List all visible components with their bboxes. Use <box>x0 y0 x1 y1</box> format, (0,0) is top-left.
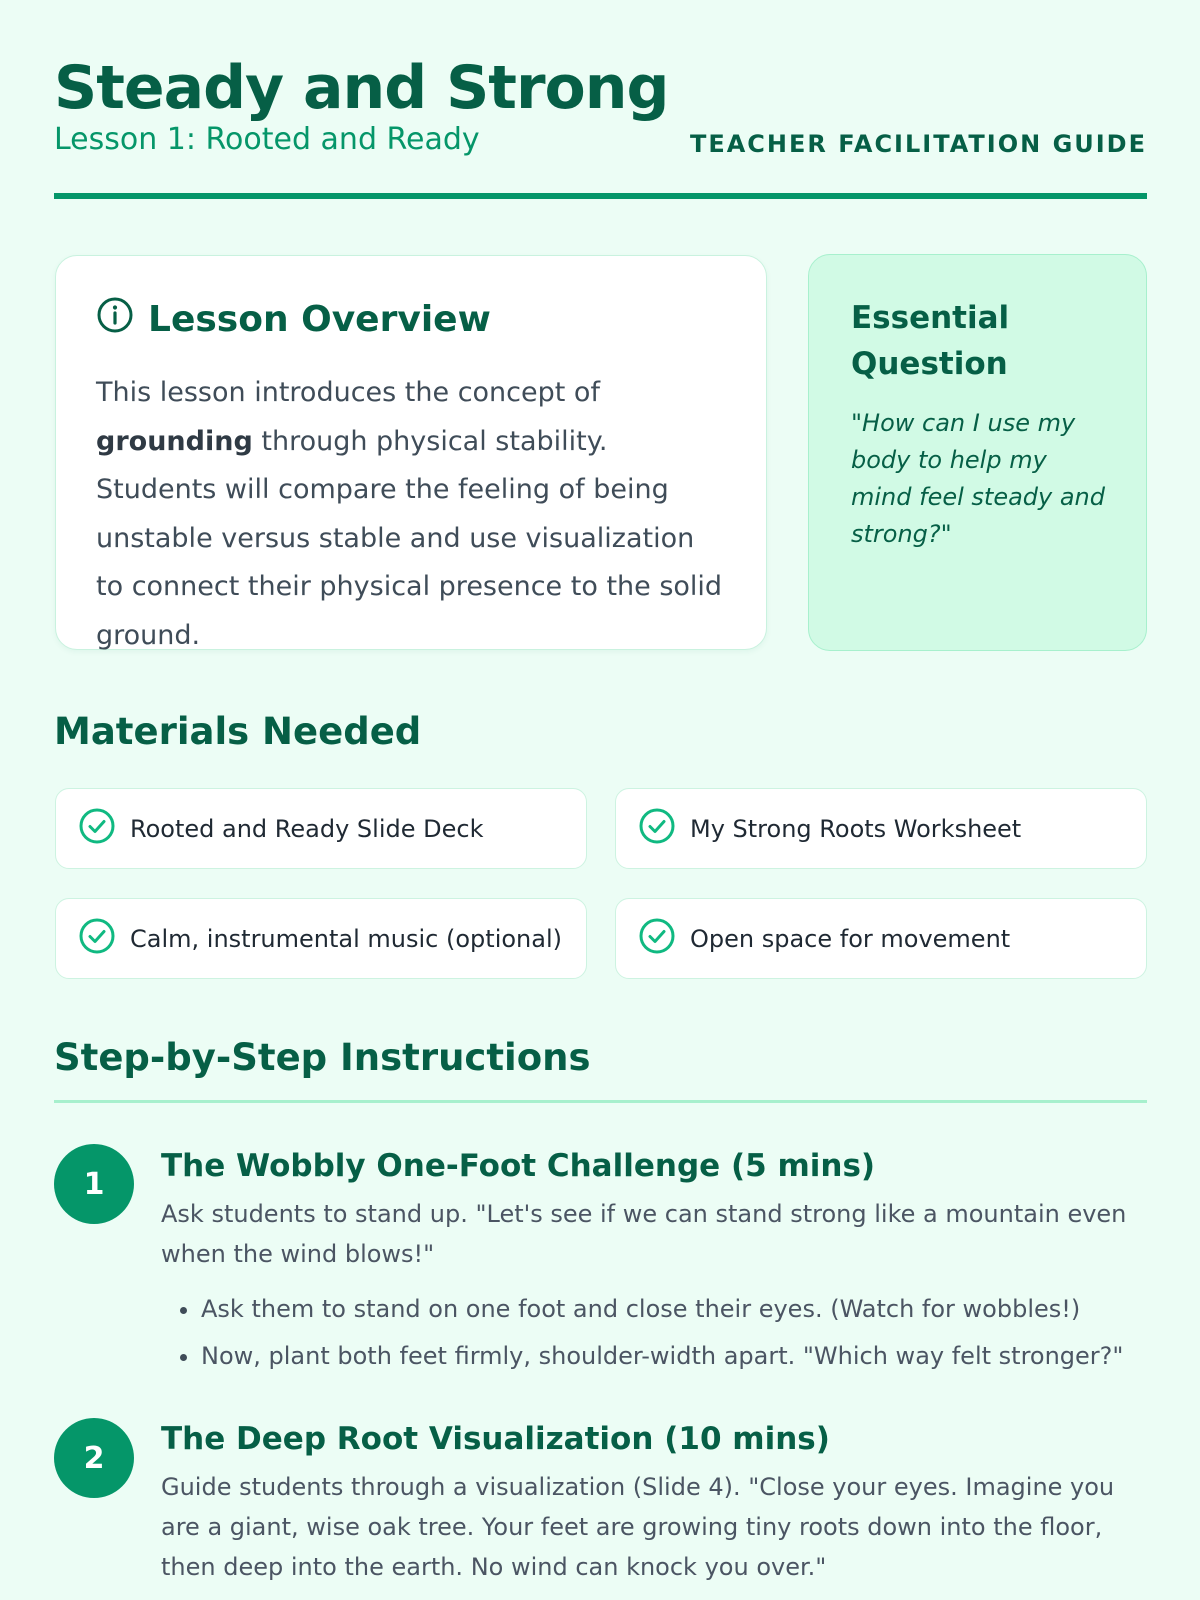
check-circle-icon <box>78 917 116 961</box>
material-item <box>55 788 587 869</box>
check-circle-icon <box>638 917 676 961</box>
material-item <box>55 898 587 979</box>
material-label: Open space for movement <box>690 924 1011 953</box>
step-title: The Deep Root Visualization (10 mins) <box>161 1421 830 1457</box>
page-title: Steady and Strong <box>54 53 669 123</box>
overview-heading <box>96 296 726 343</box>
material-item <box>615 898 1147 979</box>
step-number-badge: 1 <box>54 1144 134 1224</box>
page-header <box>54 52 1147 158</box>
step-title: The Wobbly One-Foot Challenge (5 mins) <box>161 1148 876 1184</box>
overview-body-rest: through physical stability. Students will compare the feeling of being unstable versus stable and use visualization to connect their physical presence to the solid ground. <box>96 425 723 651</box>
steps-heading: Step-by-Step Instructions <box>54 1036 591 1079</box>
info-circle-icon <box>96 296 134 343</box>
materials-heading: Materials Needed <box>54 710 422 753</box>
overview-body <box>96 369 726 660</box>
step-bullet: • Ask them to stand on one foot and close their eyes. (Watch for wobbles!) <box>201 1286 1146 1333</box>
essential-question-heading: Essential Question <box>851 300 1010 382</box>
overview-body-intro: This lesson introduces the concept of <box>96 377 600 408</box>
material-label: Rooted and Ready Slide Deck <box>130 814 484 843</box>
overview-body-bold: grounding <box>96 425 253 457</box>
step-item <box>161 1146 1146 1380</box>
step-bullet-list <box>161 1286 1146 1380</box>
essential-question-card <box>808 254 1147 651</box>
lesson-subtitle: Lesson 1: Rooted and Ready <box>54 122 480 157</box>
essential-question-quote: "How can I use my body to help my mind feel steady and strong?" <box>851 409 1106 548</box>
material-label: Calm, instrumental music (optional) <box>130 924 562 953</box>
step-description: Guide students through a visualization (Slide 4). "Close your eyes. Imagine you are a giant, wise oak tree. Your feet are growing tiny roots down into the floor, then deep into the earth. No wind can knock you over." <box>161 1473 1115 1581</box>
step-item <box>161 1419 1146 1587</box>
lesson-overview-card <box>55 255 767 650</box>
step-number-badge: 2 <box>54 1418 134 1498</box>
header-divider <box>54 193 1147 199</box>
material-item <box>615 788 1147 869</box>
guide-label: TEACHER FACILITATION GUIDE <box>689 130 1147 158</box>
overview-heading-text: Lesson Overview <box>148 299 491 340</box>
material-label: My Strong Roots Worksheet <box>690 814 1022 843</box>
check-circle-icon <box>638 807 676 851</box>
step-description: Ask students to stand up. "Let's see if we can stand strong like a mountain even when the wind blows!" <box>161 1200 1127 1268</box>
steps-divider <box>54 1100 1147 1103</box>
step-bullet: • Now, plant both feet firmly, shoulder-width apart. "Which way felt stronger?" <box>201 1333 1146 1380</box>
check-circle-icon <box>78 807 116 851</box>
